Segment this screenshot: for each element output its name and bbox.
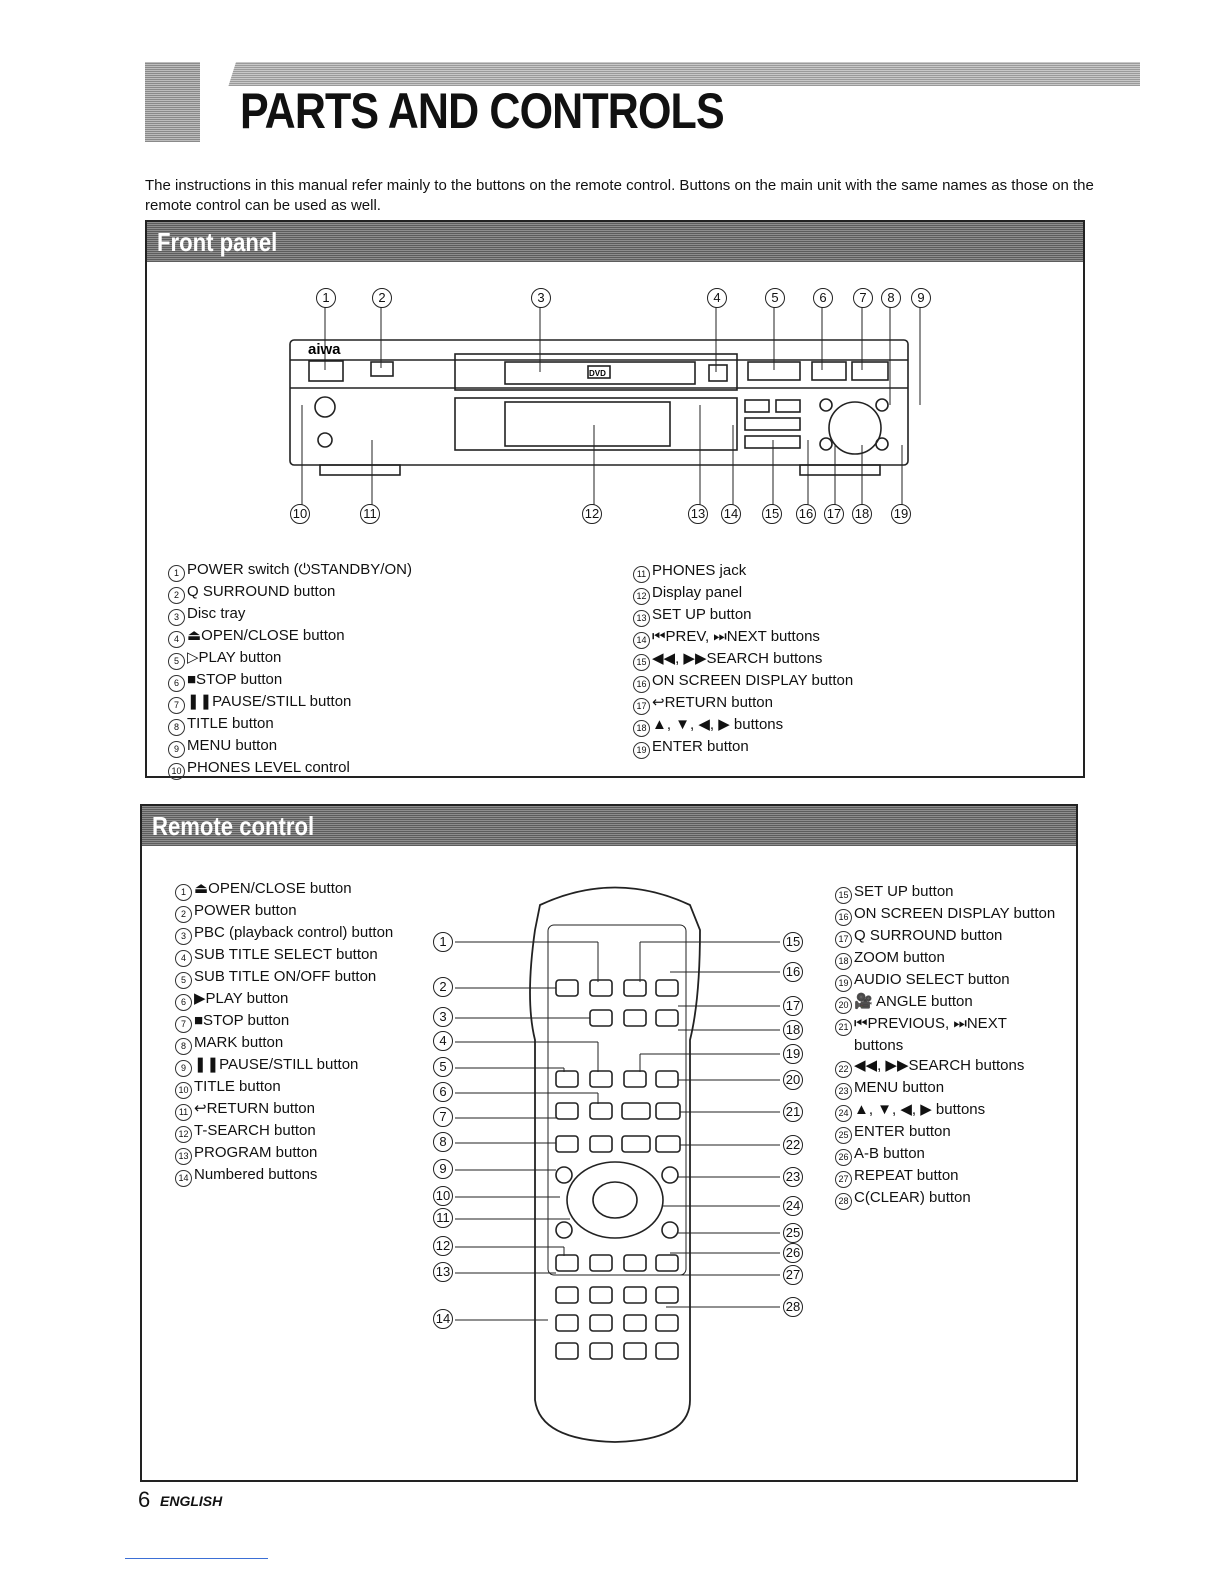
remote-control-heading: Remote control bbox=[152, 811, 315, 841]
list-item: 2 Q SURROUND button bbox=[168, 582, 412, 604]
list-item: 1 ⏏OPEN/CLOSE button bbox=[175, 879, 393, 901]
remote-callout-11: 11 bbox=[433, 1208, 453, 1228]
list-item: 11 PHONES jack bbox=[633, 561, 853, 583]
front-callout-19: 19 bbox=[891, 504, 911, 524]
remote-callout-27: 27 bbox=[783, 1265, 803, 1285]
front-callout-4: 4 bbox=[707, 288, 727, 308]
front-callout-17: 17 bbox=[824, 504, 844, 524]
list-item: 10 PHONES LEVEL control bbox=[168, 758, 412, 780]
remote-callout-24: 24 bbox=[783, 1196, 803, 1216]
remote-callout-18: 18 bbox=[783, 1020, 803, 1040]
list-item: 16 ON SCREEN DISPLAY button bbox=[633, 671, 853, 693]
list-item: 28 C(CLEAR) button bbox=[835, 1188, 1055, 1210]
remote-callout-16: 16 bbox=[783, 962, 803, 982]
list-item: 19 ENTER button bbox=[633, 737, 853, 759]
remote-callout-28: 28 bbox=[783, 1297, 803, 1317]
list-item: 23 MENU button bbox=[835, 1078, 1055, 1100]
list-item: 6 ■STOP button bbox=[168, 670, 412, 692]
front-callout-12: 12 bbox=[582, 504, 602, 524]
front-callout-2: 2 bbox=[372, 288, 392, 308]
remote-callout-19: 19 bbox=[783, 1044, 803, 1064]
list-item: 12 Display panel bbox=[633, 583, 853, 605]
list-item: 16 ON SCREEN DISPLAY button bbox=[835, 904, 1055, 926]
remote-callout-14: 14 bbox=[433, 1309, 453, 1329]
front-callout-13: 13 bbox=[688, 504, 708, 524]
front-brand-logo: aiwa bbox=[308, 341, 341, 358]
remote-callout-17: 17 bbox=[783, 996, 803, 1016]
list-item: 7 ❚❚PAUSE/STILL button bbox=[168, 692, 412, 714]
title-block bbox=[145, 62, 207, 142]
front-callout-18: 18 bbox=[852, 504, 872, 524]
list-item: 13 PROGRAM button bbox=[175, 1143, 393, 1165]
remote-callout-1: 1 bbox=[433, 932, 453, 952]
remote-callout-12: 12 bbox=[433, 1236, 453, 1256]
list-item: 2 POWER button bbox=[175, 901, 393, 923]
list-item: 20 🎥 ANGLE button bbox=[835, 992, 1055, 1014]
front-callout-14: 14 bbox=[721, 504, 741, 524]
list-item: 17 Q SURROUND button bbox=[835, 926, 1055, 948]
front-panel-header bbox=[147, 222, 1083, 262]
list-item: 7 ■STOP button bbox=[175, 1011, 393, 1033]
remote-left-list bbox=[175, 879, 393, 1187]
list-item: 5 ▷PLAY button bbox=[168, 648, 412, 670]
list-item: 22 ◀◀, ▶▶SEARCH buttons bbox=[835, 1056, 1055, 1078]
list-item: buttons bbox=[854, 1037, 904, 1054]
remote-callout-21: 21 bbox=[783, 1102, 803, 1122]
list-item: 18 ZOOM button bbox=[835, 948, 1055, 970]
list-item: 27 REPEAT button bbox=[835, 1166, 1055, 1188]
front-panel-right-list bbox=[633, 561, 853, 759]
front-callout-1: 1 bbox=[316, 288, 336, 308]
dvd-logo: DVD bbox=[589, 369, 606, 378]
page-title: PARTS AND CONTROLS bbox=[240, 83, 724, 139]
list-item: 26 A-B button bbox=[835, 1144, 1055, 1166]
remote-callout-3: 3 bbox=[433, 1007, 453, 1027]
front-callout-5: 5 bbox=[765, 288, 785, 308]
remote-callout-23: 23 bbox=[783, 1167, 803, 1187]
remote-callout-22: 22 bbox=[783, 1135, 803, 1155]
remote-control-header bbox=[142, 806, 1076, 846]
list-item: 3 Disc tray bbox=[168, 604, 412, 626]
front-callout-7: 7 bbox=[853, 288, 873, 308]
list-item: 4 ⏏OPEN/CLOSE button bbox=[168, 626, 412, 648]
remote-callout-20: 20 bbox=[783, 1070, 803, 1090]
list-item: 17 ↩RETURN button bbox=[633, 693, 853, 715]
front-panel-left-list bbox=[168, 560, 412, 780]
list-item: 4 SUB TITLE SELECT button bbox=[175, 945, 393, 967]
list-item: 13 SET UP button bbox=[633, 605, 853, 627]
front-panel-heading: Front panel bbox=[157, 227, 278, 257]
front-callout-6: 6 bbox=[813, 288, 833, 308]
list-item: 1 POWER switch (⏻STANDBY/ON) bbox=[168, 560, 412, 582]
list-item: 11 ↩RETURN button bbox=[175, 1099, 393, 1121]
remote-callout-4: 4 bbox=[433, 1031, 453, 1051]
remote-callout-10: 10 bbox=[433, 1186, 453, 1206]
intro-paragraph: The instructions in this manual refer mainly to the buttons on the remote control. Buttons on the main unit with the same names as those on the remote control can be used as well. bbox=[145, 177, 1094, 214]
remote-callout-13: 13 bbox=[433, 1262, 453, 1282]
page-language: ENGLISH bbox=[160, 1493, 223, 1509]
list-item: 14 Numbered buttons bbox=[175, 1165, 393, 1187]
list-item: 18 ▲, ▼, ◀, ▶ buttons bbox=[633, 715, 853, 737]
title-tab-notch bbox=[200, 62, 236, 142]
front-callout-9: 9 bbox=[911, 288, 931, 308]
front-callout-15: 15 bbox=[762, 504, 782, 524]
list-item: 19 AUDIO SELECT button bbox=[835, 970, 1055, 992]
front-callout-3: 3 bbox=[531, 288, 551, 308]
front-callout-8: 8 bbox=[881, 288, 901, 308]
front-callout-10: 10 bbox=[290, 504, 310, 524]
remote-callout-8: 8 bbox=[433, 1132, 453, 1152]
remote-right-list bbox=[835, 882, 1055, 1210]
list-item: 21 ⏮PREVIOUS, ⏭NEXT bbox=[835, 1014, 1055, 1036]
remote-callout-25: 25 bbox=[783, 1223, 803, 1243]
list-item: 8 MARK button bbox=[175, 1033, 393, 1055]
list-item: 6 ▶PLAY button bbox=[175, 989, 393, 1011]
remote-callout-6: 6 bbox=[433, 1082, 453, 1102]
list-item: 15 SET UP button bbox=[835, 882, 1055, 904]
list-item: 25 ENTER button bbox=[835, 1122, 1055, 1144]
remote-callout-9: 9 bbox=[433, 1159, 453, 1179]
list-item: 15 ◀◀, ▶▶SEARCH buttons bbox=[633, 649, 853, 671]
list-item: 9 MENU button bbox=[168, 736, 412, 758]
list-item: 12 T-SEARCH button bbox=[175, 1121, 393, 1143]
remote-callout-5: 5 bbox=[433, 1057, 453, 1077]
remote-callout-2: 2 bbox=[433, 977, 453, 997]
list-item: 10 TITLE button bbox=[175, 1077, 393, 1099]
remote-callout-7: 7 bbox=[433, 1107, 453, 1127]
list-item: 3 PBC (playback control) button bbox=[175, 923, 393, 945]
list-item: 24 ▲, ▼, ◀, ▶ buttons bbox=[835, 1100, 1055, 1122]
remote-callout-26: 26 bbox=[783, 1243, 803, 1263]
bottom-link-underline bbox=[125, 1558, 268, 1559]
list-item: 8 TITLE button bbox=[168, 714, 412, 736]
front-callout-11: 11 bbox=[360, 504, 380, 524]
list-item: 14 ⏮PREV, ⏭NEXT buttons bbox=[633, 627, 853, 649]
page-number: 6 bbox=[138, 1487, 151, 1512]
remote-callout-15: 15 bbox=[783, 932, 803, 952]
list-item: 5 SUB TITLE ON/OFF button bbox=[175, 967, 393, 989]
list-item: 9 ❚❚PAUSE/STILL button bbox=[175, 1055, 393, 1077]
front-panel-diagram bbox=[0, 270, 1225, 590]
front-callout-16: 16 bbox=[796, 504, 816, 524]
